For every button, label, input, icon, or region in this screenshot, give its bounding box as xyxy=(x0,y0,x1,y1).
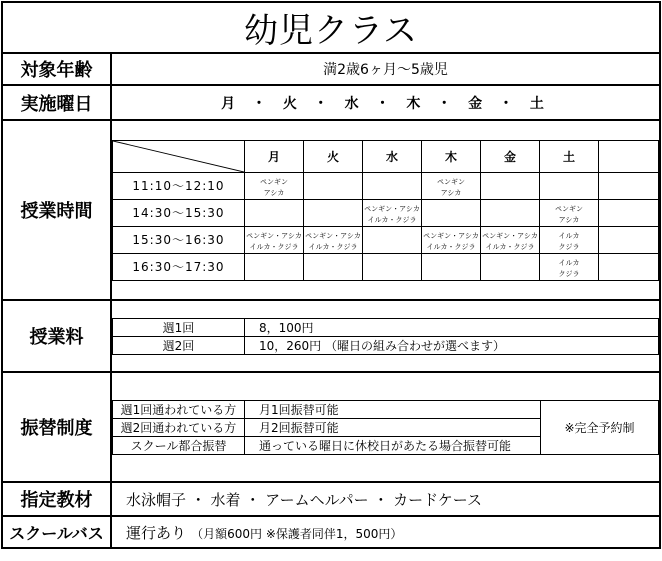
class-cell xyxy=(245,226,304,253)
time-slot: 14:30～15:30 xyxy=(113,199,245,226)
fee-price-2: 10，260円 xyxy=(259,338,322,353)
schedule-row xyxy=(113,253,659,280)
fee-cell xyxy=(111,300,660,372)
fee-price-1: 8，100円 xyxy=(259,320,314,335)
makeup-note: ※完全予約制 xyxy=(541,400,659,454)
day-header: 月 xyxy=(245,140,304,172)
class-name: アシカ xyxy=(263,188,285,197)
class-name: イルカ・クジラ xyxy=(308,242,358,251)
schedule-cell xyxy=(111,120,660,300)
bus-detail: （月額600円 ※保護者同伴1，500円） xyxy=(191,526,403,541)
fee-price-row-1 xyxy=(245,318,659,336)
class-name: アシカ xyxy=(440,188,462,197)
page-title: 幼児クラス xyxy=(2,2,660,53)
makeup-who-2: 週2回通われている方 xyxy=(113,418,245,436)
days-label: 実施曜日 xyxy=(2,85,111,120)
class-name: ペンギン・アシカ xyxy=(246,231,302,240)
diagonal-line xyxy=(113,141,244,172)
fee-freq-1: 週1回 xyxy=(113,318,245,336)
class-cell xyxy=(422,226,481,253)
day-header: 水 xyxy=(363,140,422,172)
makeup-label: 振替制度 xyxy=(2,372,111,482)
empty-cell xyxy=(599,253,659,280)
empty-cell xyxy=(363,172,422,199)
class-name: ペンギン・アシカ xyxy=(482,231,538,240)
class-name: クジラ xyxy=(558,242,580,251)
empty-cell xyxy=(245,199,304,226)
class-cell xyxy=(304,226,363,253)
class-name: イルカ xyxy=(558,258,580,267)
class-name: イルカ・クジラ xyxy=(426,242,476,251)
empty-cell xyxy=(481,172,540,199)
class-name: ペンギン・アシカ xyxy=(364,204,420,213)
makeup-rule-3: 通っている曜日に休校日があたる場合振替可能 xyxy=(245,436,541,454)
empty-cell xyxy=(304,253,363,280)
empty-cell xyxy=(540,172,599,199)
class-name: イルカ・クジラ xyxy=(367,215,417,224)
empty-cell xyxy=(422,253,481,280)
empty-cell xyxy=(599,140,659,172)
makeup-who-1: 週1回通われている方 xyxy=(113,400,245,418)
class-cell xyxy=(422,172,481,199)
bus-value-cell xyxy=(111,516,660,548)
day-header: 金 xyxy=(481,140,540,172)
class-name: イルカ・クジラ xyxy=(249,242,299,251)
empty-cell xyxy=(599,172,659,199)
schedule-grid xyxy=(112,140,659,281)
schedule-label: 授業時間 xyxy=(2,120,111,300)
empty-cell xyxy=(599,199,659,226)
bus-label: スクールバス xyxy=(2,516,111,548)
empty-cell xyxy=(304,199,363,226)
fee-note-2: （曜日の組み合わせが選べます） xyxy=(325,338,506,353)
class-name: アシカ xyxy=(558,215,580,224)
target-age-value: 満2歳6ヶ月～5歳児 xyxy=(111,53,660,85)
schedule-row xyxy=(113,226,659,253)
schedule-row xyxy=(113,172,659,199)
schedule-row xyxy=(113,199,659,226)
schedule-corner xyxy=(113,140,245,172)
fee-price-row-2 xyxy=(245,336,659,354)
makeup-rule-2: 月2回振替可能 xyxy=(245,418,541,436)
empty-cell xyxy=(481,199,540,226)
empty-cell xyxy=(422,199,481,226)
empty-cell xyxy=(245,253,304,280)
makeup-rule-1: 月1回振替可能 xyxy=(245,400,541,418)
time-slot: 16:30～17:30 xyxy=(113,253,245,280)
makeup-who-3: スクール都合振替 xyxy=(113,436,245,454)
class-cell xyxy=(540,253,599,280)
fee-freq-2: 週2回 xyxy=(113,336,245,354)
class-name: クジラ xyxy=(558,269,580,278)
class-name: ペンギン xyxy=(437,177,465,186)
makeup-cell xyxy=(111,372,660,482)
fee-grid xyxy=(112,318,659,355)
class-info-table xyxy=(1,1,661,549)
day-header: 土 xyxy=(540,140,599,172)
day-header: 木 xyxy=(422,140,481,172)
class-name: ペンギン xyxy=(555,204,583,213)
empty-cell xyxy=(599,226,659,253)
materials-value: 水泳帽子 ・ 水着 ・ アームヘルパー ・ カードケース xyxy=(111,482,660,516)
class-name: ペンギン・アシカ xyxy=(305,231,361,240)
day-header: 火 xyxy=(304,140,363,172)
empty-cell xyxy=(304,172,363,199)
makeup-grid xyxy=(112,400,659,455)
class-cell xyxy=(540,226,599,253)
days-value: 月 ・ 火 ・ 水 ・ 木 ・ 金 ・ 土 xyxy=(111,85,660,120)
target-age-label: 対象年齢 xyxy=(2,53,111,85)
class-name: ペンギン・アシカ xyxy=(423,231,479,240)
class-cell xyxy=(245,172,304,199)
class-name: イルカ・クジラ xyxy=(485,242,535,251)
fee-label: 授業料 xyxy=(2,300,111,372)
time-slot: 11:10～12:10 xyxy=(113,172,245,199)
empty-cell xyxy=(363,253,422,280)
class-name: イルカ xyxy=(558,231,580,240)
bus-value: 運行あり xyxy=(126,523,187,542)
time-slot: 15:30～16:30 xyxy=(113,226,245,253)
class-name: ペンギン xyxy=(260,177,288,186)
empty-cell xyxy=(363,226,422,253)
class-cell xyxy=(363,199,422,226)
class-cell xyxy=(540,199,599,226)
empty-cell xyxy=(481,253,540,280)
materials-label: 指定教材 xyxy=(2,482,111,516)
class-cell xyxy=(481,226,540,253)
